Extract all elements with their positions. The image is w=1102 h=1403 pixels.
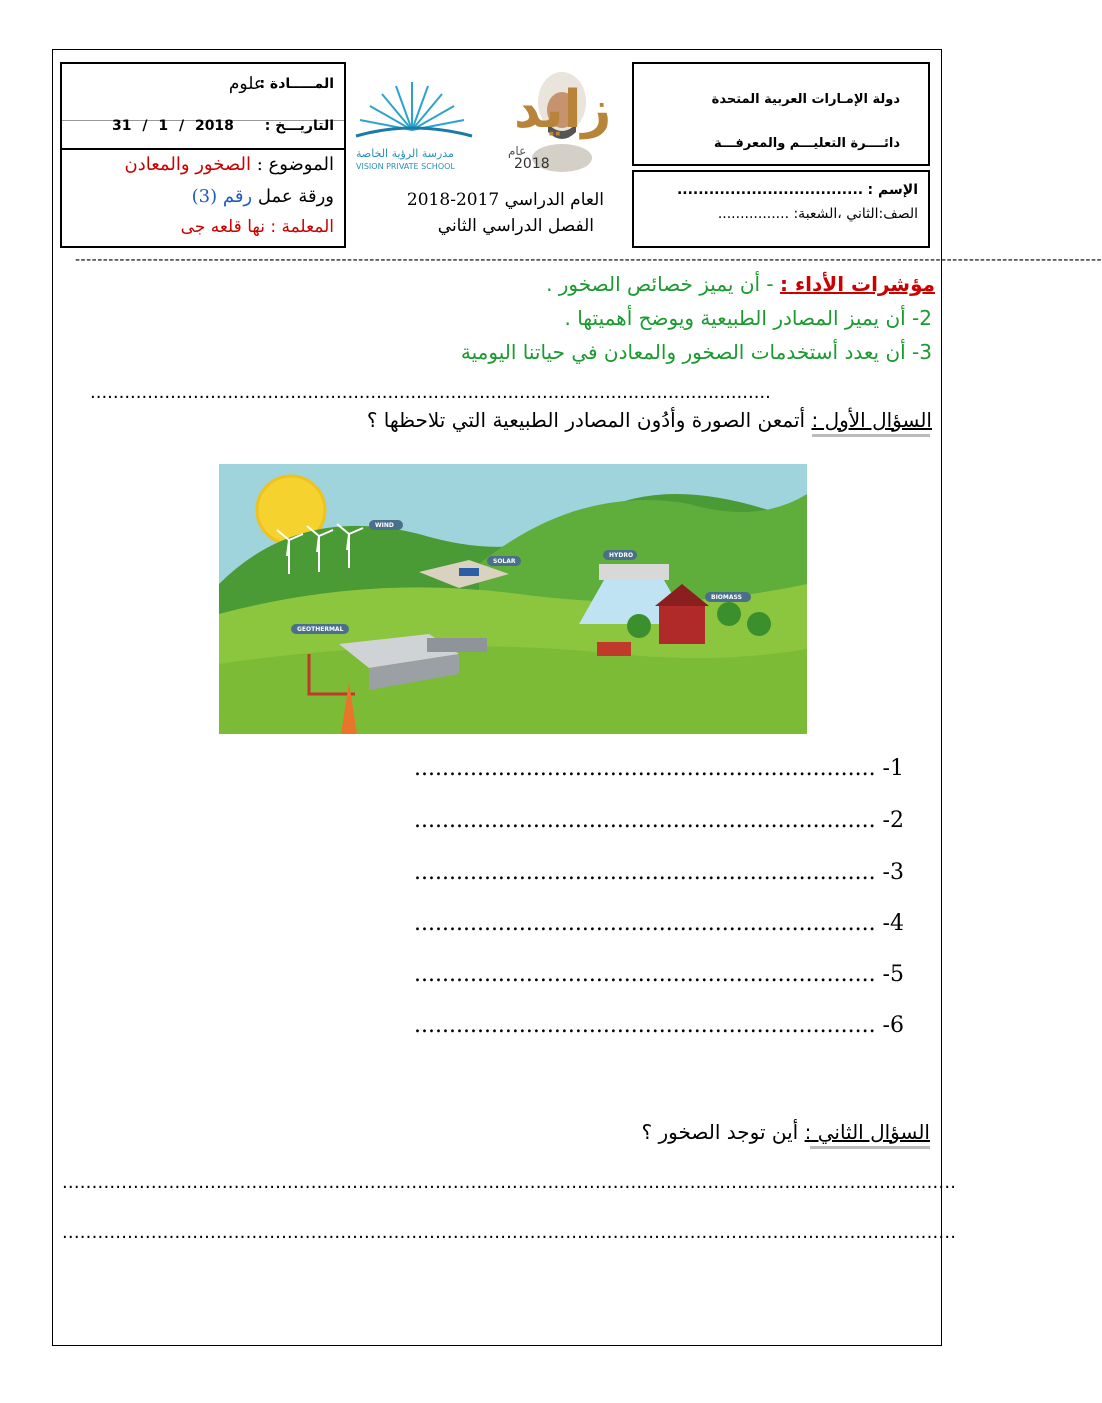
question-2	[642, 1120, 930, 1144]
indicator-2: 2- أن يميز المصادر الطبيعية ويوضح أهميتها .	[564, 306, 932, 330]
academic-year: العام الدراسي 2017-2018	[406, 190, 604, 210]
question-2-text: أين توجد الصخور ؟	[641, 1120, 799, 1144]
school-name-en: VISION PRIVATE SCHOOL	[356, 162, 455, 171]
name-field[interactable]: ...................................	[676, 182, 864, 198]
zayed-am: عام	[508, 144, 527, 158]
label-biomass: BIOMASS	[711, 594, 742, 601]
name-label: الإسم :	[867, 182, 918, 198]
question-1	[367, 408, 932, 432]
topic-line	[125, 154, 334, 175]
label-solar: SOLAR	[493, 558, 516, 565]
country-name: دولة الإمـارات العربية المتحدة	[711, 92, 900, 107]
worksheet-label: ورقة عمل	[257, 186, 334, 207]
answer-line-5[interactable]: 5- ..................................................................	[414, 962, 904, 987]
class-line[interactable]: الصف:الثاني ،الشعبة: ................	[717, 206, 918, 222]
answer-line-4[interactable]: 4- ..................................................................	[414, 911, 904, 936]
subject-value: علوم	[228, 74, 264, 94]
hydro-dam	[599, 564, 669, 580]
label-geothermal: GEOTHERMAL	[297, 626, 344, 633]
zayed-year-logo	[500, 62, 620, 174]
answer-2-line-2[interactable]: .......................................................................................................................................................	[62, 1222, 957, 1243]
barn	[659, 604, 705, 644]
subject-label: المـــــادة :	[259, 76, 334, 92]
topic-value: الصخور والمعادن	[124, 154, 251, 175]
question-1-label: السؤال الأول :	[811, 408, 932, 432]
question-2-underline	[810, 1146, 930, 1149]
department-name: دائــــرة التعليـــم والمعرفـــة	[714, 136, 900, 151]
indicator-line-1	[546, 272, 935, 296]
question-1-underline	[812, 434, 930, 437]
topic-label: الموضوع :	[256, 154, 334, 175]
indicators-dots: .......................................................................................................................	[90, 382, 771, 403]
semester: الفصل الدراسي الثاني	[437, 216, 594, 236]
indicators-label: مؤشرات الأداء :	[780, 272, 935, 296]
answer-line-1[interactable]: 1- ..................................................................	[414, 756, 904, 781]
date-value: 31 / 1 / 2018	[112, 118, 234, 134]
renewable-energy-illustration	[219, 464, 807, 734]
question-1-text: أتمعن الصورة وأدُون المصادر الطبيعية التي تلاحظها ؟	[366, 408, 806, 432]
indicator-3: 3- أن يعدد أستخدمات الصخور والمعادن في حياتنا اليومية	[460, 340, 932, 364]
worksheet-number: رقم (3)	[191, 186, 253, 207]
question-2-label: السؤال الثاني :	[804, 1120, 930, 1144]
worksheet-line	[192, 186, 334, 207]
zayed-year: 2018	[514, 156, 550, 172]
answer-line-3[interactable]: 3- ..................................................................	[414, 860, 904, 885]
zayed-text: زايد	[514, 80, 612, 140]
date-label: التاريـــخ :	[264, 118, 334, 134]
label-wind: WIND	[375, 522, 394, 529]
answer-line-2[interactable]: 2- ..................................................................	[414, 808, 904, 833]
header-separator: -----------------------------------------------------------------------------------------------------------------------------------------------------------------------------------------	[75, 252, 1102, 268]
name-line	[677, 182, 918, 198]
answer-line-6[interactable]: 6- ..................................................................	[414, 1013, 904, 1038]
answer-2-line-1[interactable]: .......................................................................................................................................................	[62, 1172, 957, 1193]
indicator-1: - أن يميز خصائص الصخور .	[546, 272, 774, 296]
teacher-name: المعلمة : نها قلعه جى	[180, 217, 334, 237]
school-name-ar: مدرسة الرؤية الخاصة	[356, 147, 454, 160]
label-hydro: HYDRO	[609, 552, 634, 559]
